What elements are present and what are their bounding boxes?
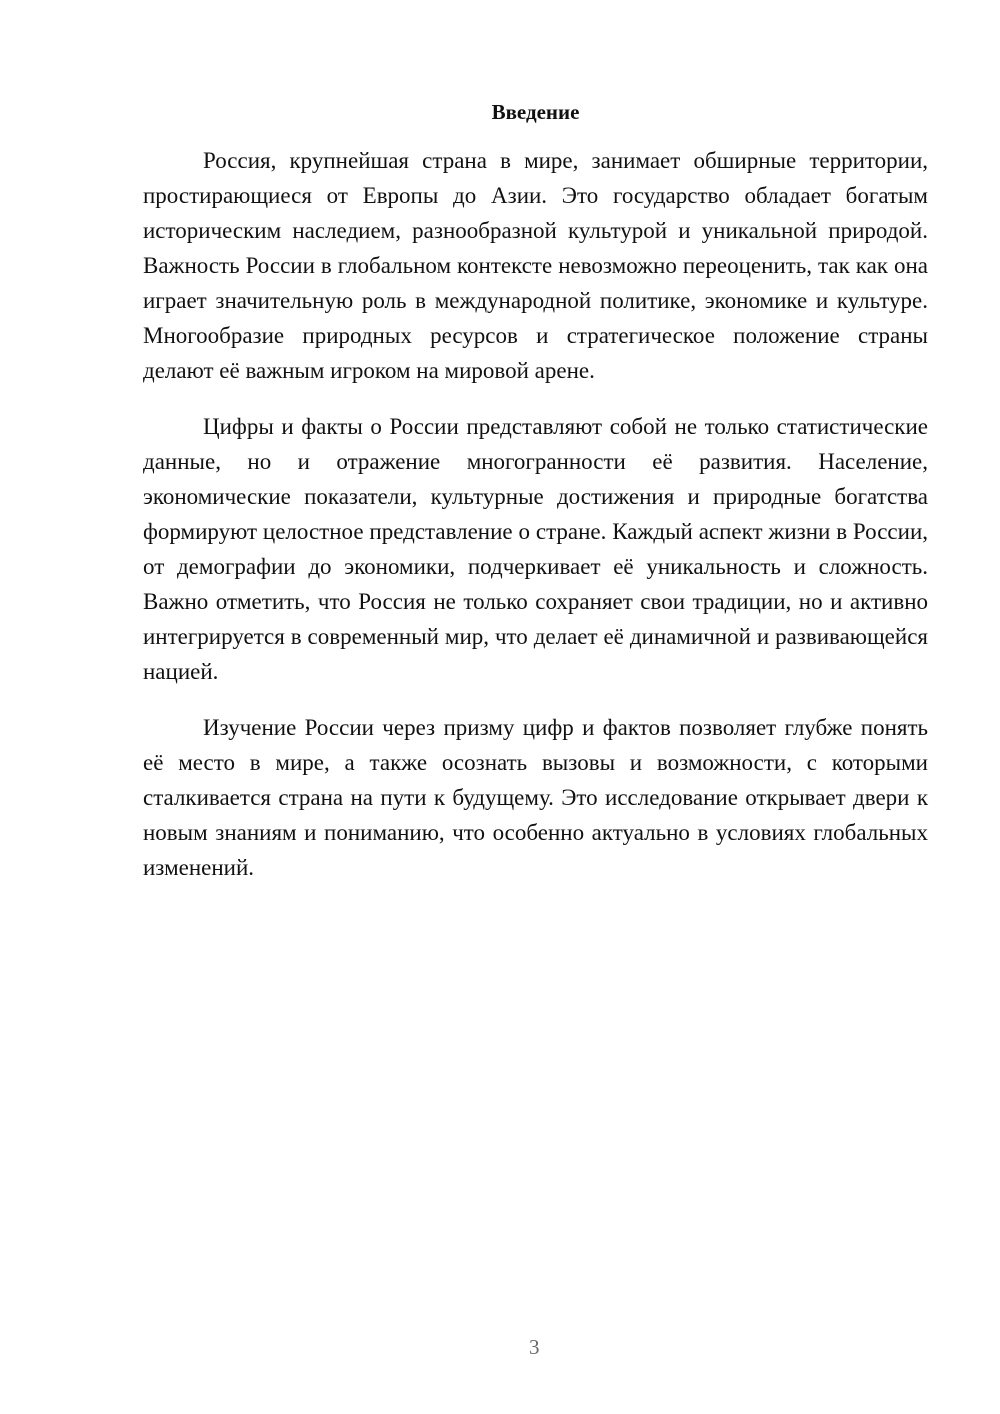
paragraph-1: Россия, крупнейшая страна в мире, занимает обширные территории, простирающиеся от Европы до Азии. Это государство обладает богатым историческим наследием, разнообразной культурой и уникальной природой. Важность России в глобальном контексте невозможно переоценить, так как она играет значительную роль в международной политике, экономике и культуре. Многообразие природных ресурсов и стратегическое положение страны делают её важным игроком на мировой арене. — [143, 148, 928, 383]
paragraph-2: Цифры и факты о России представляют собой не только статистические данные, но и отражение многогранности её развития. Население, экономические показатели, культурные достижения и природные богатства формируют целостное представление о стране. Каждый аспект жизни в России, от демографии до экономики, подчеркивает её уникальность и сложность. Важно отметить, что Россия не только сохраняет свои традиции, но и активно интегрируется в современный мир, что делает её динамичной и развивающейся нацией. — [143, 414, 928, 684]
section-heading: Введение — [491, 100, 580, 124]
page-number: 3 — [529, 1335, 540, 1359]
paragraph-3: Изучение России через призму цифр и фактов позволяет глубже понять её место в мире, а также осознать вызовы и возможности, с которыми сталкивается страна на пути к будущему. Это исследование открывает двери к новым знаниям и пониманию, что особенно актуально в условиях глобальных изменений. — [143, 715, 928, 880]
body-text — [143, 143, 928, 906]
